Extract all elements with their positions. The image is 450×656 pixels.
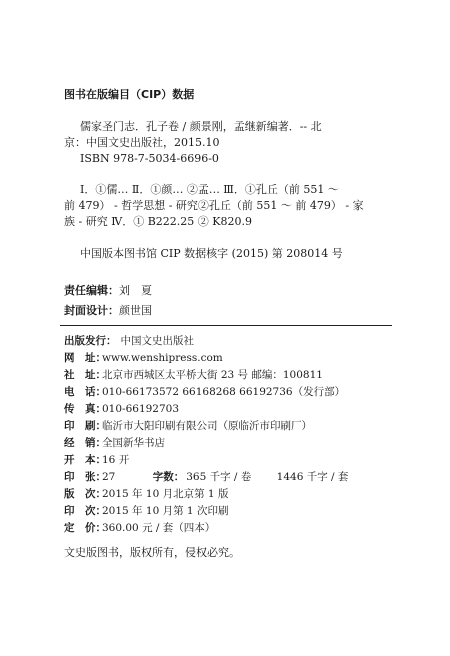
cover-label: 封面设计：	[64, 304, 119, 317]
words-value: 365 千字 / 卷	[186, 471, 252, 483]
cip-line-subject-1: Ⅰ．①儒… Ⅱ．①颜… ②孟… Ⅲ．①孔丘（前 551 ～	[80, 183, 339, 196]
address-label: 社 址：	[64, 369, 106, 381]
cip-line-subject-2: 前 479） - 哲学思想 - 研究②孔丘（前 551 ～ 前 479） - 家	[64, 199, 364, 212]
words-total: 1446 千字 / 套	[276, 471, 349, 483]
format-label: 开 本：	[64, 454, 106, 466]
pub-website	[64, 350, 223, 365]
cip-line-record-number: 中国版本图书馆 CIP 数据核字 (2015) 第 208014 号	[80, 247, 343, 260]
words-group	[153, 469, 252, 484]
publisher-label: 出版发行：	[64, 335, 117, 347]
website-label: 网 址：	[64, 352, 106, 364]
pub-sheets-words	[64, 469, 348, 484]
pub-fax	[64, 401, 179, 416]
website-value: www.wenshipress.com	[102, 352, 223, 364]
pub-printer	[64, 418, 312, 433]
pub-phone	[64, 384, 345, 399]
edition-value: 2015 年 10 月北京第 1 版	[102, 488, 229, 500]
cip-line-subject-3: 族 - 研究 Ⅳ．① B222.25 ② K820.9	[64, 215, 252, 228]
address-value: 北京市西城区太平桥大街 23 号 邮编：100811	[102, 369, 323, 381]
phone-value: 010-66173572 66168268 66192736（发行部）	[102, 386, 346, 398]
price-value: 360.00 元 / 套（四本）	[102, 522, 216, 534]
copyright-notice: 文史版图书，版权所有，侵权必究。	[64, 546, 240, 559]
pub-address	[64, 367, 323, 382]
sheets-value: 27	[102, 471, 116, 483]
editor-label: 责任编辑：	[64, 284, 119, 297]
distributor-label: 经 销：	[64, 437, 106, 449]
cover-value: 颜世国	[119, 304, 152, 317]
cip-line-isbn: ISBN 978-7-5034-6696-0	[80, 152, 219, 165]
impression-label: 印 次：	[64, 505, 106, 517]
price-label: 定 价：	[64, 522, 106, 534]
pub-distributor	[64, 435, 165, 450]
sheets-label: 印 张：	[64, 471, 106, 483]
cip-line-title-authors: 儒家圣门志．孔子卷 / 颜景刚，孟继新编著．-- 北	[80, 120, 322, 133]
distributor-value: 全国新华书店	[102, 437, 165, 449]
credit-cover-design	[64, 302, 152, 318]
pub-edition	[64, 486, 228, 501]
pub-impression	[64, 503, 228, 518]
cip-title: 图书在版编目（CIP）数据	[64, 88, 195, 101]
pub-price	[64, 520, 215, 535]
printer-value: 临沂市大阳印刷有限公司（原临沂市印刷厂）	[102, 420, 312, 432]
edition-label: 版 次：	[64, 488, 106, 500]
impression-value: 2015 年 10 月第 1 次印刷	[102, 505, 229, 517]
fax-label: 传 真：	[64, 403, 106, 415]
pub-publisher	[64, 333, 194, 348]
publisher-value: 中国文史出版社	[120, 335, 194, 347]
divider-rule	[60, 325, 392, 326]
credit-editor	[64, 282, 152, 298]
fax-value: 010-66192703	[102, 403, 180, 415]
format-value: 16 开	[102, 454, 130, 466]
pub-format	[64, 452, 129, 467]
words-label: 字数：	[152, 471, 185, 483]
cip-line-publisher: 京：中国文史出版社，2015.10	[64, 136, 220, 149]
editor-value: 刘 夏	[119, 284, 152, 297]
phone-label: 电 话：	[64, 386, 106, 398]
printer-label: 印 刷：	[64, 420, 106, 432]
